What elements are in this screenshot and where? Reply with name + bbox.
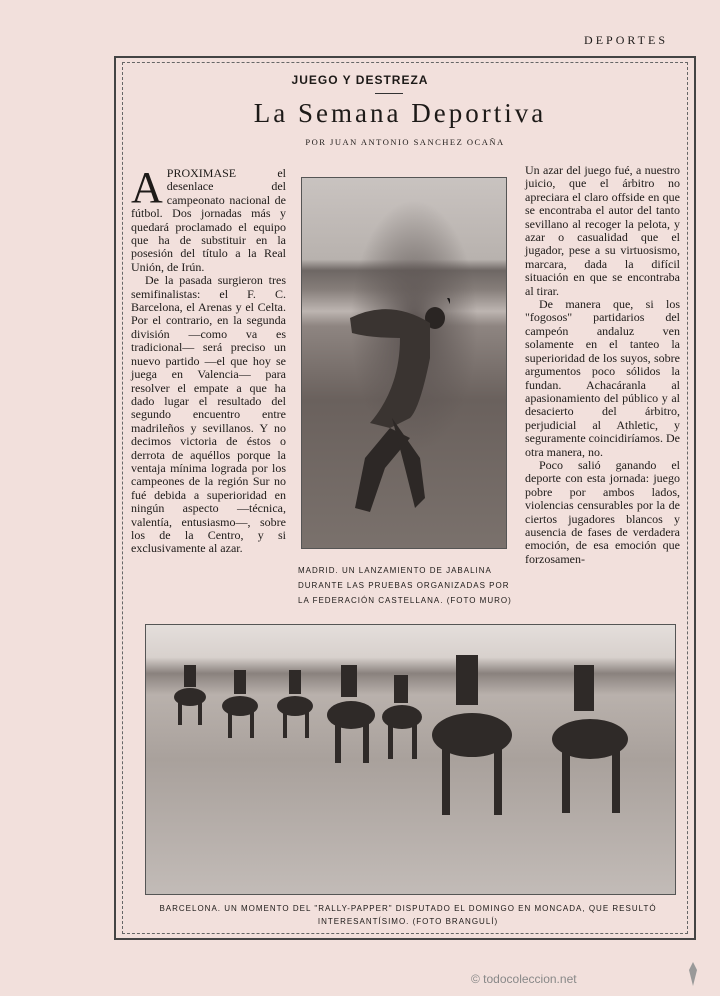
watermark-text: © todocoleccion.net bbox=[471, 972, 577, 986]
paragraph: Poco salió ganando el deporte con esta jornada: juego pobre por ambos lados, violencias censurables por la de ciertos jugadores blancos y ausencia de fases de verdadera emoción, de esa emoción que forzosamen- bbox=[525, 457, 680, 566]
riders-on-horseback bbox=[146, 625, 676, 895]
paragraph: De manera que, si los "fogosos" partidarios del campeón andaluz ven solamente en el tanteo la superioridad de los suyos, sobre argumentos poco sólidos la fundan. Achacáranla al apasionamiento del público y al desacierto del árbitro, perjudicial al Athletic, y seguramente coincidiríamos. De otra manera, no. bbox=[525, 297, 680, 459]
left-column bbox=[131, 163, 286, 556]
kicker: JUEGO Y DESTREZA bbox=[291, 73, 429, 87]
article-title: La Semana Deportiva bbox=[253, 98, 547, 128]
rally-paper-photo bbox=[145, 624, 676, 895]
right-column bbox=[525, 164, 680, 566]
byline: POR JUAN ANTONIO SANCHEZ OCAÑA bbox=[305, 137, 505, 147]
paragraph: PROXIMASE el desenlace del campeonato nacional de fútbol. Dos jornadas más y quedará proclamado el equipo que ha de substituir en la posesión del título a la Real Unión, de Irún. bbox=[131, 166, 286, 274]
javelin-thrower-figure bbox=[330, 298, 450, 528]
watermark-logo-icon bbox=[681, 960, 705, 988]
kicker-rule bbox=[375, 93, 403, 94]
drop-cap: A bbox=[131, 163, 163, 212]
photo1-caption: MADRID. UN LANZAMIENTO DE JABALINA DURANTE LAS PRUEBAS ORGANIZADAS POR LA FEDERACIÓN CASTELLANA. (FOTO MURO) bbox=[298, 566, 512, 605]
paragraph: De la pasada surgieron tres semifinalistas: el F. C. Barcelona, el Arenas y el Celta. Por el contrario, en la segunda división —como va es tradicional— será preciso un nuevo partido —el que hoy se juega en Valencia— para resolver el empate a que ha dado lugar el resultado del segundo encuentro entre madrileños y sevillanos. Y no decimos victoria de éstos o derrota de aquéllos porque la ventaja mínima lograda por los campeones de la región Sur no fué debida a superioridad en ningún aspecto —técnica, valentía, entusiasmo—, sobre los de la Centro, y si exclusivamente al azar. bbox=[131, 273, 286, 556]
paragraph: Un azar del juego fué, a nuestro juicio, que el árbitro no apreciara el claro offside en que se encontraba el autor del tanto sevillano al recoger la pelota, y azar o casualidad que el jugador, pese a su virtuosismo, marcara, dada la difícil situación en que se encontraba al tirar. bbox=[525, 163, 680, 298]
section-header: DEPORTES bbox=[584, 33, 668, 47]
photo2-caption: BARCELONA. UN MOMENTO DEL "RALLY-PAPPER" DISPUTADO EL DOMINGO EN MONCADA, QUE RESULTÓ INTERESANTÍSIMO. (FOTO BRANGULÍ) bbox=[159, 904, 657, 926]
javelin-photo bbox=[301, 177, 507, 549]
